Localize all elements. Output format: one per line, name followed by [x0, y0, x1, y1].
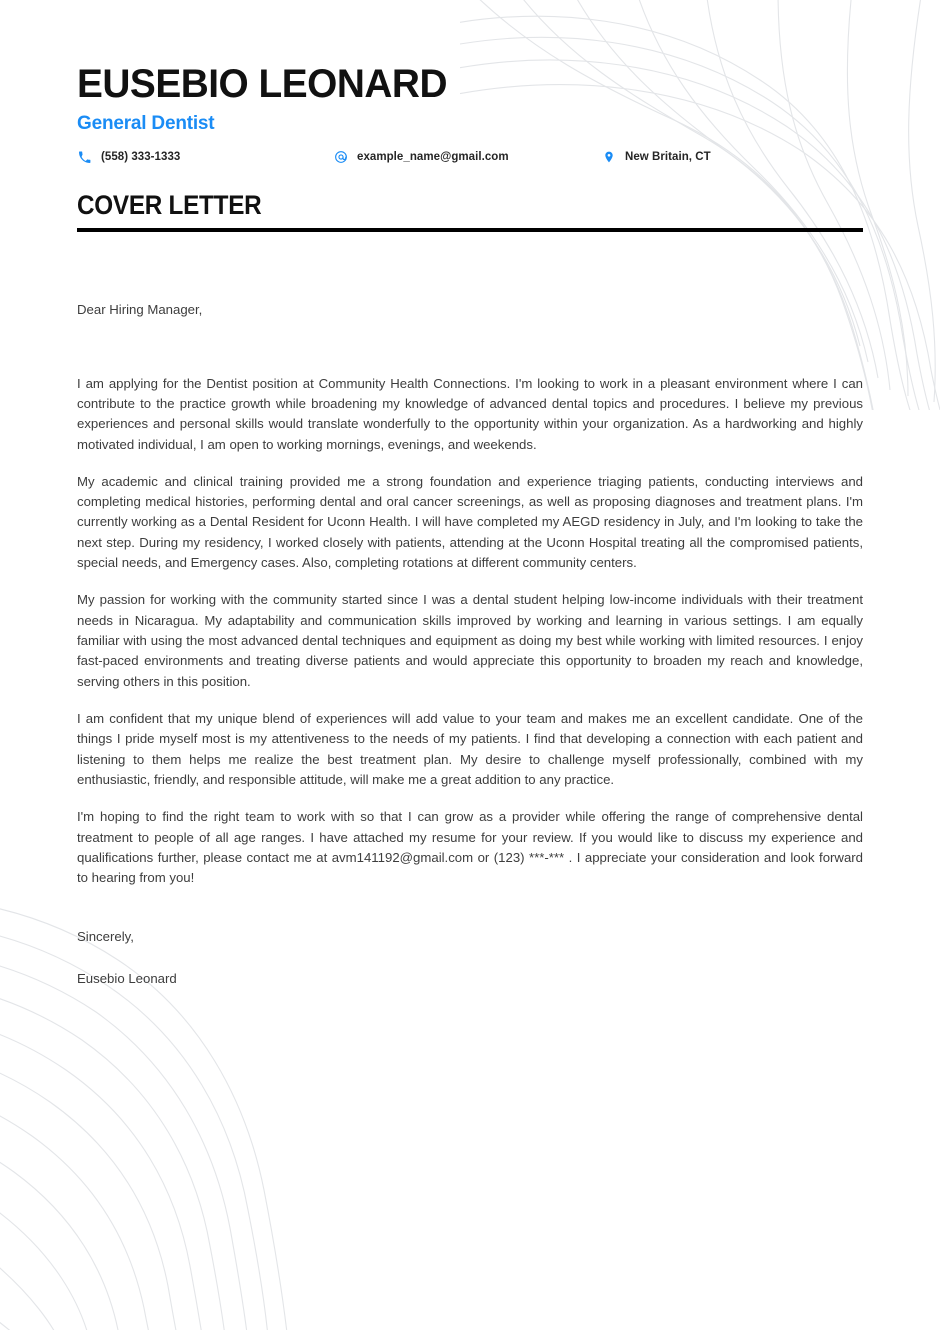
candidate-name: EUSEBIO LEONARD	[77, 62, 447, 106]
letter-header	[77, 0, 863, 167]
map-pin-icon	[601, 150, 616, 165]
letter-paragraph: I am applying for the Dentist position at Community Health Connections. I'm looking to work in a pleasant environment where I can contribute to the practice growth while broadening my knowledge of advanced dental topics and procedures. I believe my previous experiences and personal skills would translate wonderfully to the opportunity within your organization. As a hardworking and highly motivated individual, I am open to working mornings, evenings, and weekends.	[77, 375, 863, 452]
contact-location-value: New Britain, CT	[625, 151, 711, 164]
salutation: Dear Hiring Manager,	[77, 302, 203, 318]
letter-paragraph: My academic and clinical training provided me a strong foundation and experience triaging patients, conducting interviews and completing medical histories, performing dental and oral cancer screenings, as well as proposing diagnoses and treatment plans. I'm currently working as a Dental Resident for Uconn Health. I will have completed my AEGD residency in July, and I'm looking to take the next step. During my residency, I worked closely with patients, attending at the Uconn Hospital treating all the compromised patients, special needs, and Emergency cases. Also, completing rotations at different community centers.	[77, 473, 863, 571]
contact-phone-value: (558) 333-1333	[101, 151, 181, 164]
sign-off: Sincerely,	[77, 928, 134, 944]
signature-name: Eusebio Leonard	[77, 971, 177, 987]
letter-body	[77, 300, 863, 989]
contact-phone[interactable]	[77, 150, 333, 165]
section-divider-rule	[77, 228, 863, 232]
contact-email-value: example_name@gmail.com	[357, 151, 509, 164]
contact-location[interactable]	[601, 150, 863, 165]
contact-row	[77, 147, 863, 167]
letter-paragraphs	[77, 374, 863, 889]
letter-paragraph: I'm hoping to find the right team to work with so that I can grow as a provider while offering the range of comprehensive dental treatment to people of all age ranges. I have attached my resume for your review. If you would like to discuss my experience and qualifications further, please contact me at avm141192@gmail.com or (123) ***-*** . I appreciate your consideration and look forward to hearing from you!	[77, 809, 863, 886]
phone-icon	[77, 150, 92, 165]
candidate-job-title: General Dentist	[77, 113, 215, 135]
at-email-icon	[333, 150, 348, 165]
letter-paragraph: I am confident that my unique blend of experiences will add value to your team and makes me an excellent candidate. One of the things I pride myself most is my attentiveness to the needs of my patients. I find that developing a connection with each patient and listening to them helps me realize the best treatment plan. My desire to challenge myself professionally, combined with my enthusiastic, friendly, and responsible attitude, will make me a great addition to any practice.	[77, 711, 863, 788]
cover-letter-section-header	[77, 190, 863, 232]
section-title: COVER LETTER	[77, 190, 262, 221]
contact-email[interactable]	[333, 150, 601, 165]
letter-closing	[77, 927, 863, 990]
letter-paragraph: My passion for working with the community started since I was a dental student helping low-income individuals with their treatment needs in Nicaragua. My adaptability and communication skills improved by working and learning in various settings. I am equally familiar with using the most advanced dental techniques and equipment as doing my best while working with limited resources. I enjoy fast-paced environments and treating diverse patients and would appreciate this opportunity to broaden my reach and knowledge, serving others in this position.	[77, 592, 863, 689]
